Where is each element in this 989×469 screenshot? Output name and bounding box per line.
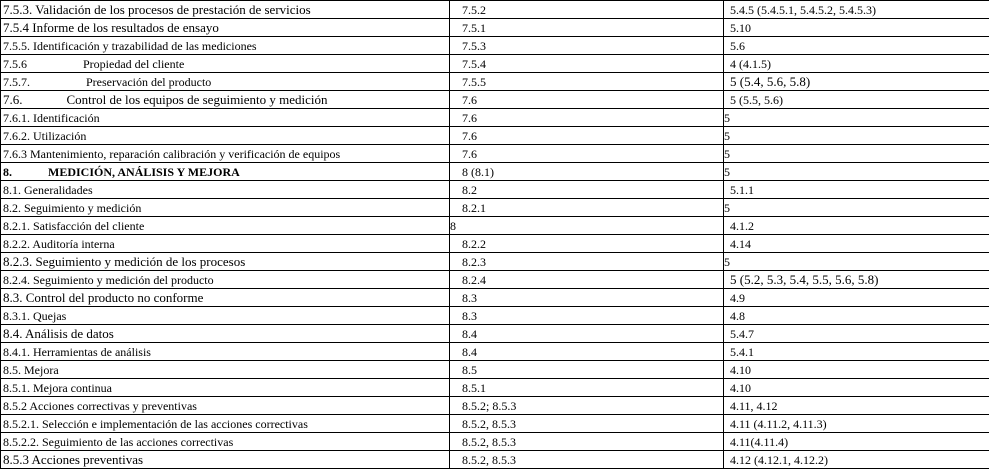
iso17025-cell[interactable]: 4.10 [724,379,989,397]
clause-cell[interactable]: 8.5.2 Acciones correctivas y preventivas [1,397,450,415]
iso17025-cell[interactable]: 5.4.1 [724,343,989,361]
table-row [1,397,989,415]
clause-cell[interactable]: 8.2.1. Satisfacción del cliente [1,217,450,235]
iso9001-cell[interactable]: 7.6 [450,127,724,145]
clause-title: Propiedad del cliente [83,56,185,71]
iso17025-cell[interactable]: 5 [724,163,989,181]
iso17025-cell[interactable]: 4.1.2 [724,217,989,235]
clause-cell[interactable] [1,163,450,181]
clause-cell[interactable]: 8.4. Análisis de datos [1,325,450,343]
table-row [1,307,989,325]
iso9001-cell[interactable]: 7.5.4 [450,55,724,73]
iso9001-cell[interactable]: 7.6 [450,145,724,163]
iso17025-cell[interactable]: 5.1.1 [724,181,989,199]
iso17025-cell[interactable]: 4.11(4.11.4) [724,433,989,451]
iso9001-cell[interactable]: 8.4 [450,325,724,343]
iso9001-cell[interactable]: 8.5.2, 8.5.3 [450,451,724,469]
iso17025-cell[interactable]: 4.12 (4.12.1, 4.12.2) [724,451,989,469]
iso9001-cell[interactable]: 8.5 [450,361,724,379]
iso17025-cell[interactable]: 4.11 (4.11.2, 4.11.3) [724,415,989,433]
table-row [1,343,989,361]
table-row [1,19,989,37]
iso9001-cell[interactable]: 8.2.1 [450,199,724,217]
iso17025-cell[interactable]: 5 (5.5, 5.6) [724,91,989,109]
iso17025-cell[interactable]: 5 [724,127,989,145]
table-row [1,325,989,343]
iso9001-cell[interactable]: 8.2.2 [450,235,724,253]
clause-title: Control de los equipos de seguimiento y medición [66,91,328,107]
iso17025-cell[interactable]: 4.11, 4.12 [724,397,989,415]
clause-cell[interactable]: 8.2.2. Auditoría interna [1,235,450,253]
iso9001-cell[interactable]: 8.2 [450,181,724,199]
clause-cell[interactable]: 7.6.1. Identificación [1,109,450,127]
iso17025-cell[interactable]: 5.10 [724,19,989,37]
clause-cell[interactable]: 8.2.3. Seguimiento y medición de los procesos [1,253,450,271]
clause-number: 7.5.6 [3,56,27,71]
table-row [1,181,989,199]
clause-number: 8. [3,164,12,179]
iso17025-cell[interactable]: 5 [724,199,989,217]
iso9001-cell[interactable]: 7.6 [450,109,724,127]
iso17025-cell[interactable]: 5 [724,109,989,127]
table-row [1,271,989,289]
iso17025-cell[interactable]: 5 (5.2, 5.3, 5.4, 5.5, 5.6, 5.8) [724,271,989,289]
iso17025-cell[interactable]: 5.4.5 (5.4.5.1, 5.4.5.2, 5.4.5.3) [724,1,989,19]
clause-cell[interactable] [1,73,450,91]
clause-cell[interactable]: 8.5. Mejora [1,361,450,379]
iso9001-cell[interactable]: 8.5.2, 8.5.3 [450,415,724,433]
iso9001-cell[interactable]: 8.5.1 [450,379,724,397]
clause-cell[interactable]: 8.5.1. Mejora continua [1,379,450,397]
clause-title: Preservación del producto [86,74,212,89]
iso9001-cell[interactable]: 8.5.2; 8.5.3 [450,397,724,415]
clause-cell[interactable]: 7.5.5. Identificación y trazabilidad de las mediciones [1,37,450,55]
table-row [1,91,989,109]
clause-cell[interactable] [1,55,450,73]
clause-cell[interactable]: 7.5.4 Informe de los resultados de ensayo [1,19,450,37]
clause-cell[interactable]: 7.6.3 Mantenimiento, reparación calibración y verificación de equipos [1,145,450,163]
iso9001-cell[interactable]: 7.5.3 [450,37,724,55]
table-row [1,1,989,19]
iso17025-cell[interactable]: 5.6 [724,37,989,55]
clause-cell[interactable] [1,91,450,109]
table-row [1,109,989,127]
clause-cell[interactable]: 8.4.1. Herramientas de análisis [1,343,450,361]
iso9001-cell[interactable]: 8.3 [450,307,724,325]
table-row [1,235,989,253]
iso9001-cell[interactable]: 7.5.2 [450,1,724,19]
clause-cell[interactable]: 8.1. Generalidades [1,181,450,199]
clause-cell[interactable]: 8.3. Control del producto no conforme [1,289,450,307]
clause-cell[interactable]: 7.5.3. Validación de los procesos de prestación de servicios [1,1,450,19]
iso9001-cell[interactable]: 8.2.3 [450,253,724,271]
iso9001-cell[interactable]: 8 (8.1) [450,163,724,181]
table-row [1,361,989,379]
table-row [1,433,989,451]
iso9001-cell[interactable]: 8 [450,217,724,235]
clause-cell[interactable]: 8.5.2.2. Seguimiento de las acciones correctivas [1,433,450,451]
clause-cell[interactable]: 8.2. Seguimiento y medición [1,199,450,217]
iso9001-cell[interactable]: 8.4 [450,343,724,361]
table-row [1,289,989,307]
iso17025-cell[interactable]: 5.4.7 [724,325,989,343]
table-row [1,73,989,91]
table-row [1,163,989,181]
iso9001-cell[interactable]: 7.5.5 [450,73,724,91]
iso17025-cell[interactable]: 5 [724,145,989,163]
iso9001-cell[interactable]: 7.6 [450,91,724,109]
clause-number: 7.5.7. [3,74,30,89]
table-row [1,415,989,433]
table-row [1,145,989,163]
table-row [1,37,989,55]
iso17025-cell[interactable]: 4.8 [724,307,989,325]
table-row [1,451,989,469]
iso17025-cell[interactable]: 4.9 [724,289,989,307]
iso9001-cell[interactable]: 8.2.4 [450,271,724,289]
iso17025-cell[interactable]: 4.10 [724,361,989,379]
clause-cell[interactable]: 8.2.4. Seguimiento y medición del producto [1,271,450,289]
clause-cell[interactable]: 8.5.3 Acciones preventivas [1,451,450,469]
clause-cell[interactable]: 7.6.2. Utilización [1,127,450,145]
table-row [1,199,989,217]
iso17025-cell[interactable]: 5 [724,253,989,271]
table-row [1,127,989,145]
table-row [1,253,989,271]
iso9001-cell[interactable]: 8.3 [450,289,724,307]
iso17025-cell[interactable]: 5 (5.4, 5.6, 5.8) [724,73,989,91]
clause-cell[interactable]: 8.3.1. Quejas [1,307,450,325]
iso9001-cell[interactable]: 7.5.1 [450,19,724,37]
clause-cell[interactable]: 8.5.2.1. Selección e implementación de las acciones correctivas [1,415,450,433]
iso17025-cell[interactable]: 4.14 [724,235,989,253]
iso9001-cell[interactable]: 8.5.2, 8.5.3 [450,433,724,451]
table-row [1,217,989,235]
table-row [1,379,989,397]
table-row [1,55,989,73]
section-heading: MEDICIÓN, ANÁLISIS Y MEJORA [48,164,240,179]
clause-number: 7.6. [3,91,23,107]
iso17025-cell[interactable]: 4 (4.1.5) [724,55,989,73]
